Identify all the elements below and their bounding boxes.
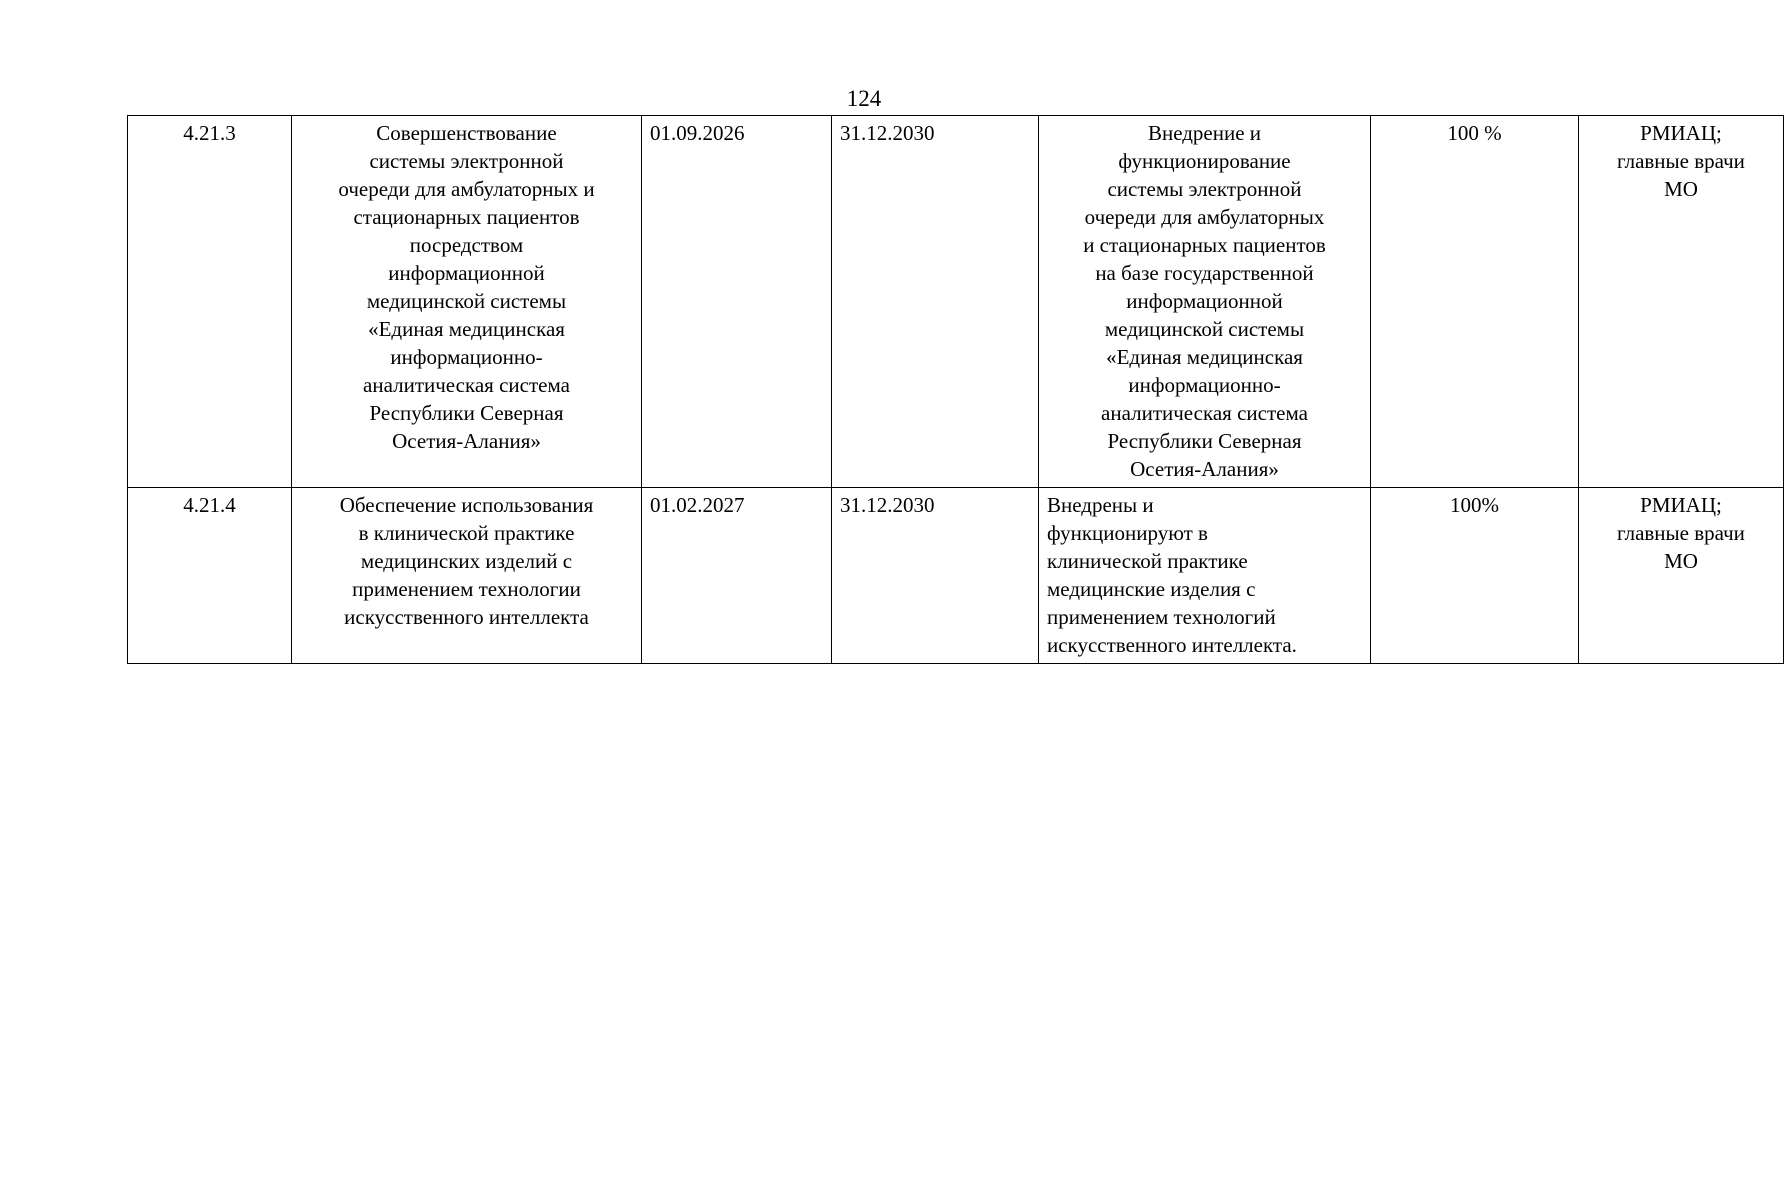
responsible-cell (1579, 488, 1784, 664)
result-text: Внедрены и функционируют в клинической практике медицинские изделия с применением технологий искусственного интеллекта. (1047, 493, 1297, 657)
result-text: Внедрение и функционирование системы электронной очереди для амбулаторных и стационарных пациентов на базе государственной информационной медицинской системы «Единая медицинская информационно- аналитическая система Республики Северная Осетия-Алания» (1083, 121, 1326, 481)
row-number-cell (128, 488, 292, 664)
indicator-value: 100% (1450, 493, 1499, 517)
start-date-cell (642, 116, 832, 488)
activity-cell (292, 116, 642, 488)
indicator-value: 100 % (1447, 121, 1502, 145)
table-row (128, 116, 1784, 488)
end-date-cell (832, 488, 1039, 664)
responsible-cell (1579, 116, 1784, 488)
measures-table (127, 115, 1784, 664)
value-cell (1371, 488, 1579, 664)
activity-text: Совершенствование системы электронной очереди для амбулаторных и стационарных пациентов посредством информационной медицинской системы «Единая медицинская информационно- аналитическая система Республики Северная Осетия-Алания» (338, 121, 595, 453)
start-date: 01.02.2027 (650, 493, 745, 517)
table-row (128, 488, 1784, 664)
responsible-text: РМИАЦ; главные врачи МО (1617, 493, 1745, 573)
responsible-text: РМИАЦ; главные врачи МО (1617, 121, 1745, 201)
result-cell (1039, 116, 1371, 488)
value-cell (1371, 116, 1579, 488)
start-date: 01.09.2026 (650, 121, 745, 145)
end-date: 31.12.2030 (840, 121, 935, 145)
row-number: 4.21.4 (183, 493, 236, 517)
end-date-cell (832, 116, 1039, 488)
start-date-cell (642, 488, 832, 664)
result-cell (1039, 488, 1371, 664)
page-number: 124 (846, 86, 882, 111)
end-date: 31.12.2030 (840, 493, 935, 517)
activity-cell (292, 488, 642, 664)
row-number-cell (128, 116, 292, 488)
row-number: 4.21.3 (183, 121, 236, 145)
activity-text: Обеспечение использования в клинической практике медицинских изделий с применением технологии искусственного интеллекта (339, 493, 594, 629)
